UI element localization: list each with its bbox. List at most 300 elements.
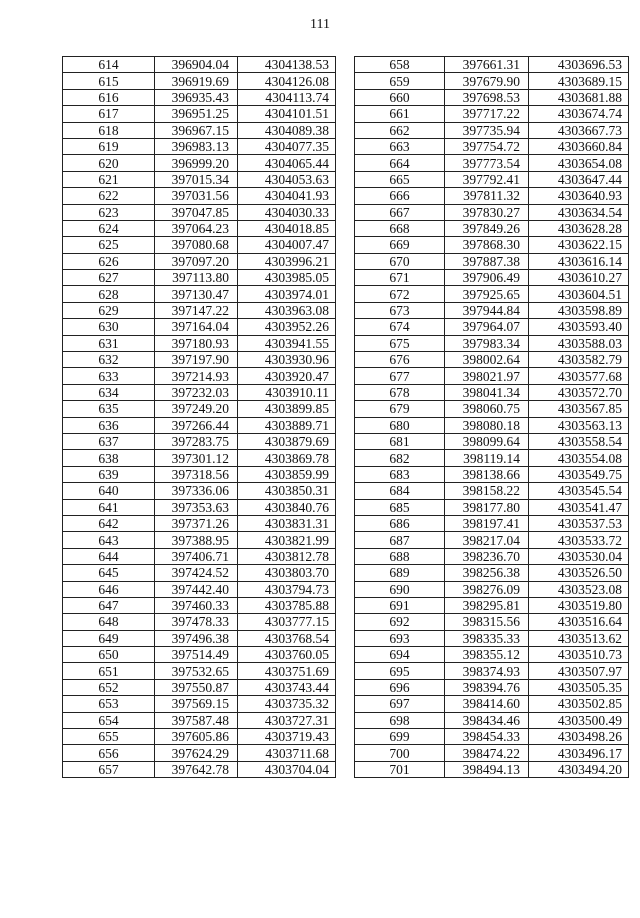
table-row [63,253,336,269]
x-coordinate-cell: 397064.23 [155,220,238,236]
x-coordinate-cell: 397147.22 [155,302,238,318]
point-number-cell: 688 [355,548,445,564]
y-coordinate-cell: 4303640.93 [529,188,629,204]
point-number-cell: 627 [63,270,155,286]
x-coordinate-cell: 398414.60 [445,696,529,712]
x-coordinate-cell: 397773.54 [445,155,529,171]
y-coordinate-cell: 4303519.80 [529,597,629,613]
point-number-cell: 634 [63,384,155,400]
point-number-cell: 659 [355,73,445,89]
x-coordinate-cell: 398197.41 [445,515,529,531]
point-number-cell: 682 [355,450,445,466]
table-row [355,417,629,433]
x-coordinate-cell: 398041.34 [445,384,529,400]
point-number-cell: 662 [355,122,445,138]
table-row [63,663,336,679]
point-number-cell: 694 [355,647,445,663]
x-coordinate-cell: 398099.64 [445,433,529,449]
y-coordinate-cell: 4303751.69 [238,663,336,679]
table-row [355,106,629,122]
y-coordinate-cell: 4303582.79 [529,352,629,368]
page-number: 111 [310,17,330,32]
y-coordinate-cell: 4303831.31 [238,515,336,531]
y-coordinate-cell: 4303681.88 [529,89,629,105]
y-coordinate-cell: 4304065.44 [238,155,336,171]
y-coordinate-cell: 4303622.15 [529,237,629,253]
x-coordinate-cell: 397698.53 [445,89,529,105]
y-coordinate-cell: 4304053.63 [238,171,336,187]
point-number-cell: 666 [355,188,445,204]
y-coordinate-cell: 4303803.70 [238,565,336,581]
point-number-cell: 689 [355,565,445,581]
point-number-cell: 656 [63,745,155,761]
y-coordinate-cell: 4303502.85 [529,696,629,712]
x-coordinate-cell: 398217.04 [445,532,529,548]
x-coordinate-cell: 397180.93 [155,335,238,351]
point-number-cell: 623 [63,204,155,220]
x-coordinate-cell: 397318.56 [155,466,238,482]
y-coordinate-cell: 4303554.08 [529,450,629,466]
y-coordinate-cell: 4303537.53 [529,515,629,531]
y-coordinate-cell: 4304113.74 [238,89,336,105]
table-row [355,532,629,548]
table-row [63,335,336,351]
y-coordinate-cell: 4303588.03 [529,335,629,351]
x-coordinate-cell: 397283.75 [155,433,238,449]
x-coordinate-cell: 398177.80 [445,499,529,515]
point-number-cell: 645 [63,565,155,581]
table-row [355,89,629,105]
point-number-cell: 653 [63,696,155,712]
y-coordinate-cell: 4303840.76 [238,499,336,515]
y-coordinate-cell: 4303505.35 [529,679,629,695]
y-coordinate-cell: 4303704.04 [238,761,336,777]
point-number-cell: 639 [63,466,155,482]
x-coordinate-cell: 397532.65 [155,663,238,679]
table-row [63,188,336,204]
point-number-cell: 671 [355,270,445,286]
x-coordinate-cell: 397424.52 [155,565,238,581]
y-coordinate-cell: 4303963.08 [238,302,336,318]
table-row [355,548,629,564]
point-number-cell: 636 [63,417,155,433]
coordinates-table-right [354,56,629,778]
x-coordinate-cell: 397514.49 [155,647,238,663]
y-coordinate-cell: 4303719.43 [238,729,336,745]
table-row [63,286,336,302]
point-number-cell: 668 [355,220,445,236]
y-coordinate-cell: 4303879.69 [238,433,336,449]
x-coordinate-cell: 398119.14 [445,450,529,466]
table-row [63,712,336,728]
y-coordinate-cell: 4303598.89 [529,302,629,318]
point-number-cell: 629 [63,302,155,318]
point-number-cell: 624 [63,220,155,236]
table-row [355,384,629,400]
y-coordinate-cell: 4304007.47 [238,237,336,253]
x-coordinate-cell: 397164.04 [155,319,238,335]
table-row [63,270,336,286]
point-number-cell: 680 [355,417,445,433]
y-coordinate-cell: 4303711.68 [238,745,336,761]
y-coordinate-cell: 4303696.53 [529,57,629,73]
point-number-cell: 633 [63,368,155,384]
x-coordinate-cell: 397301.12 [155,450,238,466]
y-coordinate-cell: 4303985.05 [238,270,336,286]
y-coordinate-cell: 4303850.31 [238,483,336,499]
x-coordinate-cell: 396935.43 [155,89,238,105]
x-coordinate-cell: 397371.26 [155,515,238,531]
y-coordinate-cell: 4304030.33 [238,204,336,220]
point-number-cell: 673 [355,302,445,318]
point-number-cell: 654 [63,712,155,728]
y-coordinate-cell: 4303526.50 [529,565,629,581]
x-coordinate-cell: 398236.70 [445,548,529,564]
table-row [63,466,336,482]
x-coordinate-cell: 397569.15 [155,696,238,712]
point-number-cell: 650 [63,647,155,663]
x-coordinate-cell: 398315.56 [445,614,529,630]
x-coordinate-cell: 397811.32 [445,188,529,204]
point-number-cell: 625 [63,237,155,253]
table-row [355,204,629,220]
point-number-cell: 700 [355,745,445,761]
table-body-right [355,57,629,778]
point-number-cell: 626 [63,253,155,269]
point-number-cell: 652 [63,679,155,695]
point-number-cell: 642 [63,515,155,531]
point-number-cell: 697 [355,696,445,712]
x-coordinate-cell: 397130.47 [155,286,238,302]
x-coordinate-cell: 398138.66 [445,466,529,482]
y-coordinate-cell: 4303930.96 [238,352,336,368]
point-number-cell: 665 [355,171,445,187]
table-row [355,712,629,728]
table-row [63,696,336,712]
point-number-cell: 651 [63,663,155,679]
x-coordinate-cell: 398335.33 [445,630,529,646]
y-coordinate-cell: 4303689.15 [529,73,629,89]
y-coordinate-cell: 4303667.73 [529,122,629,138]
y-coordinate-cell: 4303660.84 [529,138,629,154]
y-coordinate-cell: 4303610.27 [529,270,629,286]
point-number-cell: 667 [355,204,445,220]
point-number-cell: 701 [355,761,445,777]
y-coordinate-cell: 4303558.54 [529,433,629,449]
table-row [63,499,336,515]
x-coordinate-cell: 397496.38 [155,630,238,646]
point-number-cell: 635 [63,401,155,417]
table-row [355,565,629,581]
x-coordinate-cell: 397406.71 [155,548,238,564]
point-number-cell: 649 [63,630,155,646]
y-coordinate-cell: 4304077.35 [238,138,336,154]
x-coordinate-cell: 397080.68 [155,237,238,253]
table-row [63,368,336,384]
table-row [63,57,336,73]
x-coordinate-cell: 398060.75 [445,401,529,417]
table-row [355,286,629,302]
x-coordinate-cell: 398494.13 [445,761,529,777]
y-coordinate-cell: 4304041.93 [238,188,336,204]
x-coordinate-cell: 397925.65 [445,286,529,302]
table-row [355,401,629,417]
x-coordinate-cell: 397754.72 [445,138,529,154]
y-coordinate-cell: 4303628.28 [529,220,629,236]
x-coordinate-cell: 397015.34 [155,171,238,187]
x-coordinate-cell: 397964.07 [445,319,529,335]
table-row [63,581,336,597]
y-coordinate-cell: 4303812.78 [238,548,336,564]
table-row [355,729,629,745]
x-coordinate-cell: 398474.22 [445,745,529,761]
table-row [63,483,336,499]
table-row [63,384,336,400]
table-row [63,237,336,253]
table-row [63,106,336,122]
table-row [63,171,336,187]
table-row [63,89,336,105]
point-number-cell: 678 [355,384,445,400]
table-row [63,204,336,220]
point-number-cell: 692 [355,614,445,630]
table-row [355,270,629,286]
x-coordinate-cell: 397249.20 [155,401,238,417]
x-coordinate-cell: 397605.86 [155,729,238,745]
y-coordinate-cell: 4303899.85 [238,401,336,417]
point-number-cell: 638 [63,450,155,466]
coordinates-table-left [62,56,336,778]
y-coordinate-cell: 4303910.11 [238,384,336,400]
point-number-cell: 628 [63,286,155,302]
x-coordinate-cell: 397983.34 [445,335,529,351]
x-coordinate-cell: 397442.40 [155,581,238,597]
point-number-cell: 657 [63,761,155,777]
point-number-cell: 677 [355,368,445,384]
table-row [355,515,629,531]
table-row [63,450,336,466]
table-row [63,433,336,449]
table-row [355,253,629,269]
x-coordinate-cell: 397642.78 [155,761,238,777]
point-number-cell: 619 [63,138,155,154]
table-row [355,597,629,613]
table-row [355,647,629,663]
y-coordinate-cell: 4303572.70 [529,384,629,400]
table-row [355,630,629,646]
y-coordinate-cell: 4304126.08 [238,73,336,89]
x-coordinate-cell: 397197.90 [155,352,238,368]
y-coordinate-cell: 4303541.47 [529,499,629,515]
y-coordinate-cell: 4303996.21 [238,253,336,269]
table-row [355,679,629,695]
y-coordinate-cell: 4303821.99 [238,532,336,548]
x-coordinate-cell: 397830.27 [445,204,529,220]
x-coordinate-cell: 397661.31 [445,57,529,73]
point-number-cell: 617 [63,106,155,122]
y-coordinate-cell: 4303604.51 [529,286,629,302]
table-row [63,138,336,154]
y-coordinate-cell: 4303567.85 [529,401,629,417]
table-row [63,761,336,777]
x-coordinate-cell: 398080.18 [445,417,529,433]
y-coordinate-cell: 4303654.08 [529,155,629,171]
point-number-cell: 681 [355,433,445,449]
y-coordinate-cell: 4303494.20 [529,761,629,777]
point-number-cell: 672 [355,286,445,302]
x-coordinate-cell: 397587.48 [155,712,238,728]
point-number-cell: 687 [355,532,445,548]
x-coordinate-cell: 397031.56 [155,188,238,204]
x-coordinate-cell: 396919.69 [155,73,238,89]
table-row [355,73,629,89]
table-row [63,319,336,335]
y-coordinate-cell: 4303634.54 [529,204,629,220]
point-number-cell: 637 [63,433,155,449]
y-coordinate-cell: 4303647.44 [529,171,629,187]
point-number-cell: 644 [63,548,155,564]
x-coordinate-cell: 397868.30 [445,237,529,253]
point-number-cell: 674 [355,319,445,335]
x-coordinate-cell: 397906.49 [445,270,529,286]
x-coordinate-cell: 396983.13 [155,138,238,154]
y-coordinate-cell: 4303516.64 [529,614,629,630]
x-coordinate-cell: 398394.76 [445,679,529,695]
table-row [63,647,336,663]
y-coordinate-cell: 4303530.04 [529,548,629,564]
table-row [355,581,629,597]
y-coordinate-cell: 4303974.01 [238,286,336,302]
x-coordinate-cell: 397849.26 [445,220,529,236]
table-row [63,597,336,613]
y-coordinate-cell: 4303498.26 [529,729,629,745]
y-coordinate-cell: 4303889.71 [238,417,336,433]
table-row [63,532,336,548]
table-row [63,352,336,368]
y-coordinate-cell: 4303513.62 [529,630,629,646]
y-coordinate-cell: 4304018.85 [238,220,336,236]
x-coordinate-cell: 397113.80 [155,270,238,286]
y-coordinate-cell: 4304138.53 [238,57,336,73]
y-coordinate-cell: 4303616.14 [529,253,629,269]
point-number-cell: 632 [63,352,155,368]
table-row [355,450,629,466]
point-number-cell: 691 [355,597,445,613]
table-row [355,171,629,187]
point-number-cell: 685 [355,499,445,515]
table-row [63,630,336,646]
x-coordinate-cell: 396999.20 [155,155,238,171]
x-coordinate-cell: 397478.33 [155,614,238,630]
point-number-cell: 661 [355,106,445,122]
point-number-cell: 631 [63,335,155,351]
point-number-cell: 614 [63,57,155,73]
x-coordinate-cell: 396967.15 [155,122,238,138]
table-body-left [63,57,336,778]
table-row [355,663,629,679]
table-row [63,729,336,745]
y-coordinate-cell: 4303941.55 [238,335,336,351]
point-number-cell: 615 [63,73,155,89]
x-coordinate-cell: 398454.33 [445,729,529,745]
point-number-cell: 675 [355,335,445,351]
table-row [63,302,336,318]
y-coordinate-cell: 4303549.75 [529,466,629,482]
point-number-cell: 683 [355,466,445,482]
table-row [63,745,336,761]
point-number-cell: 670 [355,253,445,269]
table-row [355,368,629,384]
table-row [355,499,629,515]
table-row [355,745,629,761]
table-row [355,188,629,204]
point-number-cell: 648 [63,614,155,630]
point-number-cell: 621 [63,171,155,187]
x-coordinate-cell: 397353.63 [155,499,238,515]
y-coordinate-cell: 4303794.73 [238,581,336,597]
x-coordinate-cell: 397792.41 [445,171,529,187]
x-coordinate-cell: 397679.90 [445,73,529,89]
x-coordinate-cell: 398256.38 [445,565,529,581]
table-row [63,220,336,236]
x-coordinate-cell: 398158.22 [445,483,529,499]
y-coordinate-cell: 4303523.08 [529,581,629,597]
table-row [355,352,629,368]
x-coordinate-cell: 398355.12 [445,647,529,663]
point-number-cell: 630 [63,319,155,335]
point-number-cell: 676 [355,352,445,368]
table-row [355,155,629,171]
y-coordinate-cell: 4303743.44 [238,679,336,695]
table-row [355,122,629,138]
x-coordinate-cell: 397887.38 [445,253,529,269]
x-coordinate-cell: 396951.25 [155,106,238,122]
table-row [355,138,629,154]
y-coordinate-cell: 4303727.31 [238,712,336,728]
table-row [63,614,336,630]
y-coordinate-cell: 4303735.32 [238,696,336,712]
point-number-cell: 643 [63,532,155,548]
point-number-cell: 686 [355,515,445,531]
table-row [63,122,336,138]
y-coordinate-cell: 4303507.97 [529,663,629,679]
point-number-cell: 696 [355,679,445,695]
x-coordinate-cell: 396904.04 [155,57,238,73]
table-row [63,565,336,581]
y-coordinate-cell: 4303859.99 [238,466,336,482]
table-row [63,73,336,89]
point-number-cell: 646 [63,581,155,597]
point-number-cell: 664 [355,155,445,171]
x-coordinate-cell: 397388.95 [155,532,238,548]
x-coordinate-cell: 397232.03 [155,384,238,400]
x-coordinate-cell: 397944.84 [445,302,529,318]
y-coordinate-cell: 4303563.13 [529,417,629,433]
y-coordinate-cell: 4304101.51 [238,106,336,122]
y-coordinate-cell: 4303777.15 [238,614,336,630]
y-coordinate-cell: 4303577.68 [529,368,629,384]
table-row [63,679,336,695]
y-coordinate-cell: 4303760.05 [238,647,336,663]
y-coordinate-cell: 4303545.54 [529,483,629,499]
x-coordinate-cell: 397336.06 [155,483,238,499]
x-coordinate-cell: 397717.22 [445,106,529,122]
point-number-cell: 699 [355,729,445,745]
point-number-cell: 647 [63,597,155,613]
y-coordinate-cell: 4303500.49 [529,712,629,728]
y-coordinate-cell: 4304089.38 [238,122,336,138]
table-row [355,319,629,335]
